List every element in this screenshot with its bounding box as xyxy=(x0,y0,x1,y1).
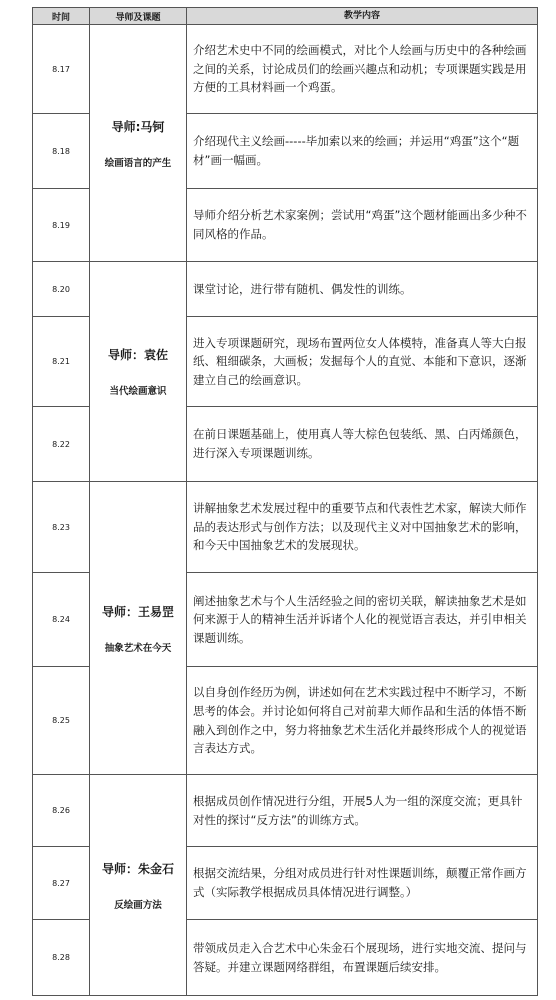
content-cell: 根据成员创作情况进行分组，开展5人为一组的深度交流；更具针对性的探讨“反方法”的训练方式。 xyxy=(187,775,538,847)
tutor-cell xyxy=(90,775,187,996)
mentor-name: 导师：朱金石 xyxy=(101,861,174,876)
date-cell: 8.17 xyxy=(33,25,90,114)
topic-title: 绘画语言的产生 xyxy=(104,157,172,169)
content-cell: 进入专项课题研究，现场布置两位女人体模特，准备真人等大白报纸、粗细碳条，大画板；发掘每个人的直觉、本能和下意识，逐渐建立自己的绘画意识。 xyxy=(187,317,538,407)
header-date: 时间 xyxy=(33,8,90,25)
date-cell: 8.23 xyxy=(33,482,90,573)
date-cell: 8.19 xyxy=(33,189,90,262)
mentor-name: 导师：王易罡 xyxy=(101,604,174,619)
date-cell: 8.26 xyxy=(33,775,90,847)
mentor-name: 导师:马钶 xyxy=(111,119,165,134)
date-cell: 8.24 xyxy=(33,573,90,667)
header-row xyxy=(33,8,538,25)
date-cell: 8.25 xyxy=(33,667,90,775)
date-cell: 8.28 xyxy=(33,920,90,996)
content-cell: 带领成员走入合艺术中心朱金石个展现场，进行实地交流、提问与答疑。并建立课题网络群组，布置课题后续安排。 xyxy=(187,920,538,996)
tutor-cell xyxy=(90,482,187,775)
topic-title: 当代绘画意识 xyxy=(109,386,167,397)
schedule-table xyxy=(32,7,538,996)
content-cell: 阐述抽象艺术与个人生活经验之间的密切关联，解读抽象艺术是如何来源于人的精神生活并诉诸个人化的视觉语言表达，并引申相关课题训练。 xyxy=(187,573,538,667)
content-cell: 介绍现代主义绘画-----毕加索以来的绘画；并运用“鸡蛋”这个“题材”画一幅画。 xyxy=(187,114,538,189)
table-row xyxy=(33,775,538,847)
content-cell: 导师介绍分析艺术家案例；尝试用“鸡蛋”这个题材能画出多少种不同风格的作品。 xyxy=(187,189,538,262)
content-cell: 介绍艺术史中不同的绘画模式，对比个人绘画与历史中的各种绘画之间的关系，讨论成员们的绘画兴趣点和动机；专项课题实践是用方便的工具材料画一个鸡蛋。 xyxy=(187,25,538,114)
content-cell: 在前日课题基础上，使用真人等大棕色包装纸、黑、白丙烯颜色，进行深入专项课题训练。 xyxy=(187,407,538,482)
header-content: 教学内容 xyxy=(187,8,538,25)
table-row xyxy=(33,262,538,317)
header-tutor: 导师及课题 xyxy=(90,8,187,25)
content-cell: 根据交流结果，分组对成员进行针对性课题训练，颠覆正常作画方式（实际教学根据成员具体情况进行调整。） xyxy=(187,847,538,920)
date-cell: 8.20 xyxy=(33,262,90,317)
topic-title: 抽象艺术在今天 xyxy=(104,642,172,654)
content-cell: 课堂讨论，进行带有随机、偶发性的训练。 xyxy=(187,262,538,317)
date-cell: 8.27 xyxy=(33,847,90,920)
content-cell: 讲解抽象艺术发展过程中的重要节点和代表性艺术家，解读大师作品的表达形式与创作方法；以及现代主义对中国抽象艺术的影响，和今天中国抽象艺术的发展现状。 xyxy=(187,482,538,573)
content-cell: 以自身创作经历为例，讲述如何在艺术实践过程中不断学习，不断思考的体会。并讨论如何将自己对前辈大师作品和生活的体悟不断融入到创作之中，努力将抽象艺术生活化并最终形成个人的视觉语言表达方式。 xyxy=(187,667,538,775)
table-row xyxy=(33,25,538,114)
date-cell: 8.21 xyxy=(33,317,90,407)
tutor-cell xyxy=(90,25,187,262)
tutor-cell xyxy=(90,262,187,482)
date-cell: 8.22 xyxy=(33,407,90,482)
mentor-name: 导师：袁佐 xyxy=(107,348,168,362)
table-row xyxy=(33,482,538,573)
topic-title: 反绘画方法 xyxy=(114,899,162,911)
date-cell: 8.18 xyxy=(33,114,90,189)
